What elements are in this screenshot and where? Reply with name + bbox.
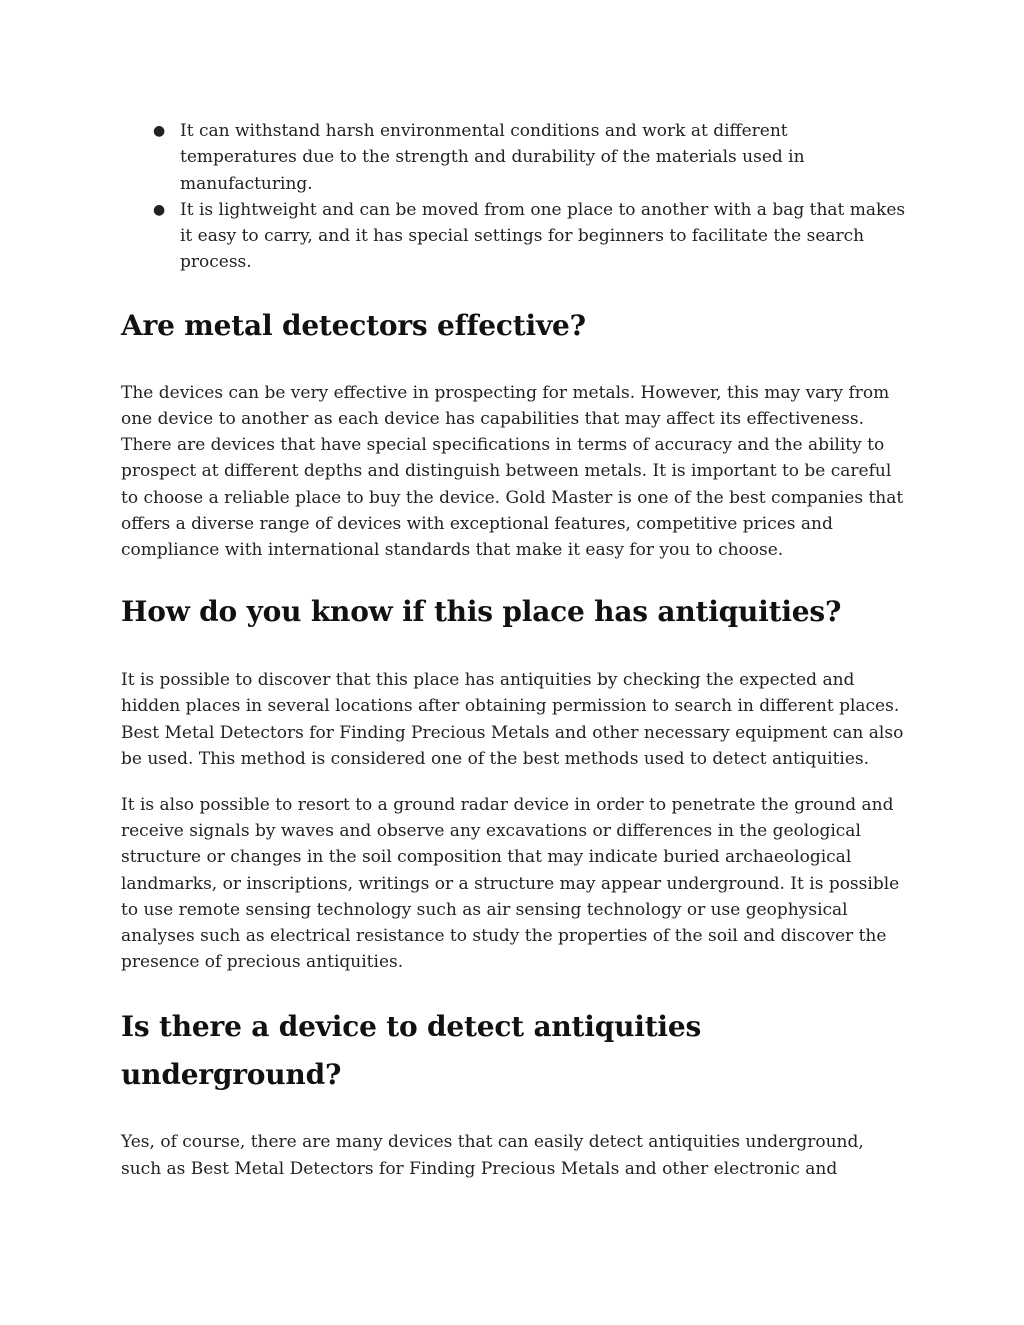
- document-page: [121, 118, 906, 1182]
- section-paragraph-antiquities-1: It is possible to discover that this place has antiquities by checking the expected and hidden places in several locations after obtaining permission to search in different places. Best Metal Detectors for Finding Precious Metals and other necessary equipment can also be used. This method is considered one of the best methods used to detect antiquities.: [121, 670, 904, 769]
- section-paragraph-antiquities-2: It is also possible to resort to a ground radar device in order to penetrate the ground and receive signals by waves and observe any excavations or differences in the geological structure or changes in the soil composition that may indicate buried archaeological landmarks, or inscriptions, writings or a structure may appear underground. It is possible to use remote sensing technology such as air sensing technology or use geophysical analyses such as electrical resistance to study the properties of the soil and discover the presence of precious antiquities.: [121, 795, 900, 973]
- section-paragraph-device: Yes, of course, there are many devices that can easily detect antiquities underground, such as Best Metal Detectors for Finding Precious Metals and other electronic and: [121, 1132, 864, 1179]
- feature-bullet-list: [121, 118, 906, 276]
- section-heading-antiquities: How do you know if this place has antiquities?: [121, 595, 842, 629]
- bullet-text: It can withstand harsh environmental conditions and work at different temperatures due to the strength and durability of the materials used in manufacturing.: [180, 121, 805, 194]
- section-heading-device: Is there a device to detect antiquities underground?: [121, 1010, 702, 1092]
- bullet-text: It is lightweight and can be moved from one place to another with a bag that makes it easy to carry, and it has special settings for beginners to facilitate the search process.: [180, 199, 906, 273]
- bullet-dot-icon: ●: [153, 201, 166, 218]
- bullet-item: [121, 118, 906, 197]
- bullet-item: [121, 197, 906, 276]
- bullet-dot-icon: ●: [153, 123, 166, 139]
- section-heading-effective: Are metal detectors effective?: [121, 308, 586, 342]
- section-paragraph-effective: The devices can be very effective in prospecting for metals. However, this may vary from one device to another as each device has capabilities that may affect its effectiveness. There are devices that have special specifications in terms of accuracy and the ability to prospect at different depths and distinguish between metals. It is important to be careful to choose a reliable place to buy the device. Gold Master is one of the best companies that offers a diverse range of devices with exceptional features, competitive prices and compliance with international standards that make it easy for you to choose.: [121, 382, 904, 560]
